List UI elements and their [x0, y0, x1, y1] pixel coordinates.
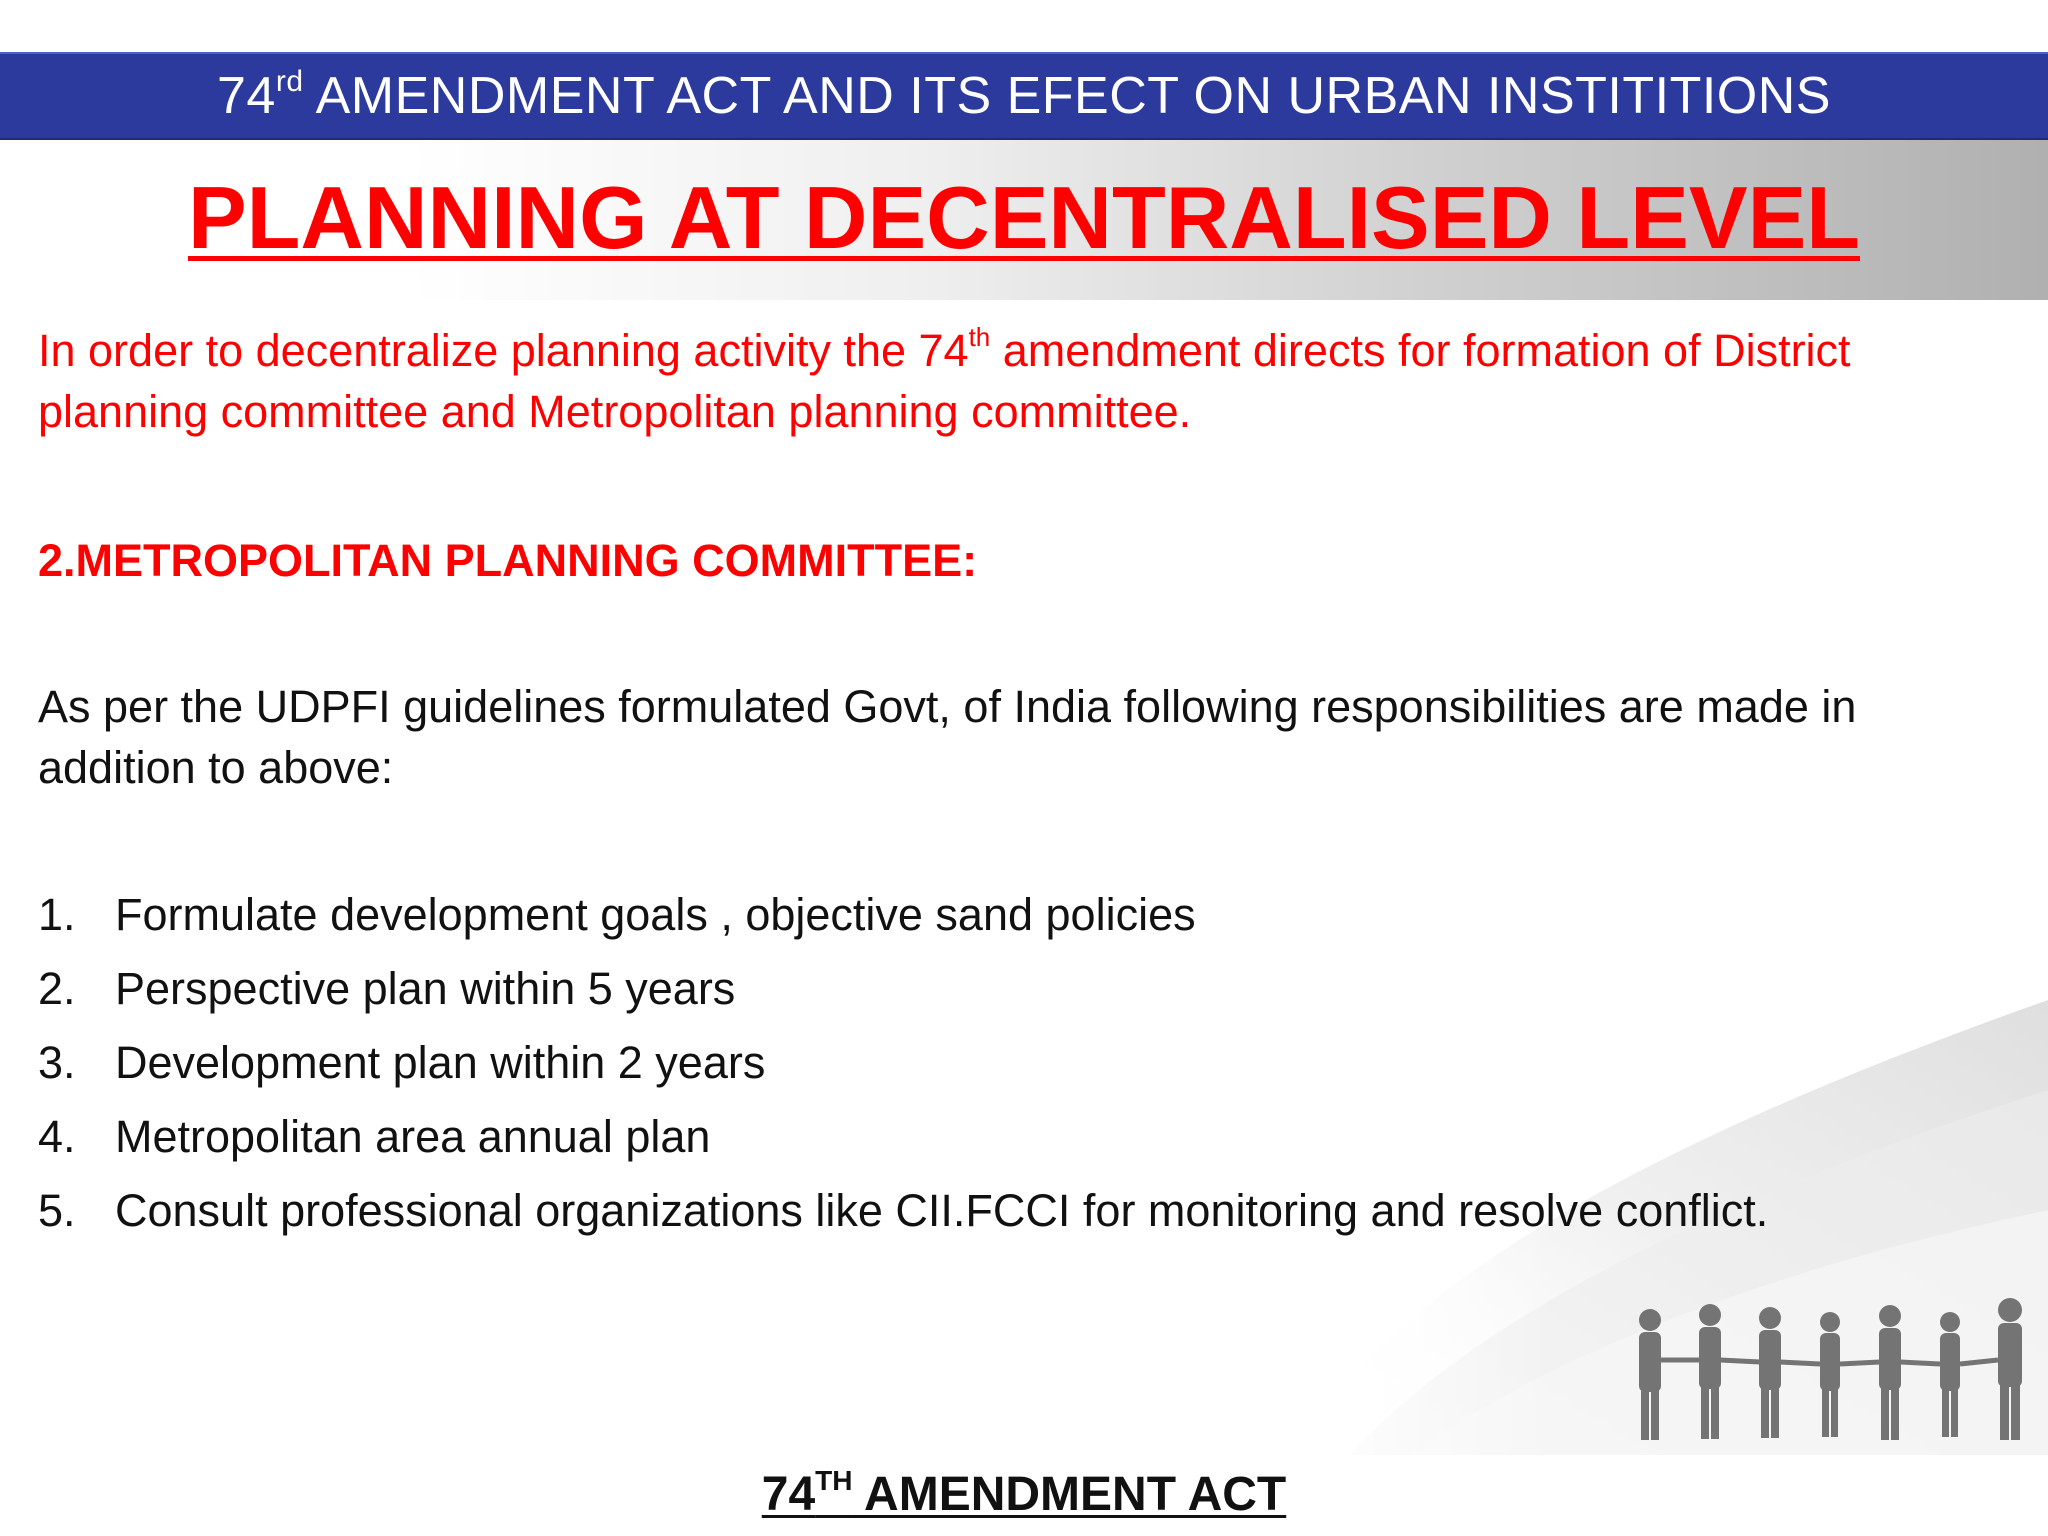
list-item — [38, 1032, 1768, 1106]
intro-superscript: th — [968, 322, 991, 352]
guidelines-paragraph: As per the UDPFI guidelines formulated Govt, of India following responsibilities are made in addition to above: — [38, 681, 1857, 793]
slide-header-title — [0, 52, 2048, 140]
footer-caption — [0, 1465, 2048, 1525]
footer-prefix: 74 — [761, 1468, 816, 1521]
list-item-text: Development plan within 2 years — [115, 1037, 766, 1088]
footer-rest: AMENDMENT ACT — [852, 1468, 1287, 1521]
main-heading: PLANNING AT DECENTRALISED LEVEL — [187, 168, 1861, 267]
intro-paragraph — [38, 320, 2018, 442]
list-item-number: 4. — [38, 1111, 76, 1162]
list-item — [38, 1180, 1768, 1254]
header-title-rest: AMENDMENT ACT AND ITS EFECT ON URBAN INSTITITIONS — [303, 67, 1831, 125]
responsibilities-list — [38, 884, 1768, 1254]
list-item — [38, 1106, 1768, 1180]
section-subheading: 2.METROPOLITAN PLANNING COMMITTEE: — [38, 535, 978, 586]
list-item-number: 5. — [38, 1185, 76, 1236]
list-item-text: Perspective plan within 5 years — [115, 963, 736, 1014]
header-title-superscript: rd — [275, 65, 304, 98]
header-title-prefix: 74 — [217, 67, 276, 125]
list-item-text: Formulate development goals , objective sand policies — [115, 889, 1196, 940]
footer-superscript: TH — [815, 1465, 853, 1496]
list-item-text: Metropolitan area annual plan — [115, 1111, 711, 1162]
intro-text-part1: In order to decentralize planning activity the 74 — [38, 325, 969, 376]
list-item-text: Consult professional organizations like CII.FCCI for monitoring and resolve conflict. — [115, 1185, 1769, 1236]
list-item-number: 2. — [38, 963, 76, 1014]
list-item-number: 3. — [38, 1037, 76, 1088]
list-item — [38, 884, 1768, 958]
list-item — [38, 958, 1768, 1032]
list-item-number: 1. — [38, 889, 76, 940]
intro-text-part2: amendment directs for formation of District planning committee and Metropolitan planning committee. — [38, 325, 1851, 437]
